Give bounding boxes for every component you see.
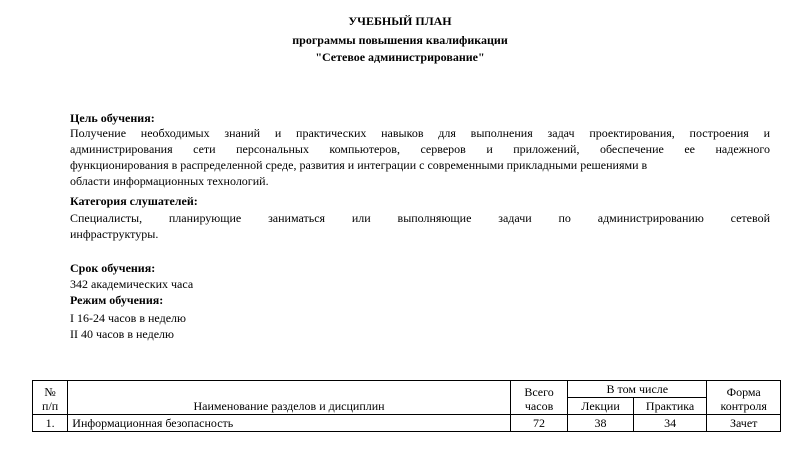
header-form [707, 381, 781, 415]
goal-line: функционирования в распределенной среде, развития и интеграции с современными прикладными решениями в [70, 158, 648, 172]
plan-title: УЧЕБНЫЙ ПЛАН [348, 14, 452, 28]
audience-line: Специалисты, планирующие заниматься или выполняющие задачи по администрированию сетевой [70, 211, 770, 225]
goal-line: Получение необходимых знаний и практических навыков для выполнения задач проектирования, построения и [70, 126, 770, 140]
header-total-label: Всего [524, 385, 554, 399]
row-lectures: 38 [568, 415, 634, 432]
header-form-label: Форма [726, 385, 761, 399]
header-group: В том числе [568, 381, 707, 398]
table-row [33, 415, 781, 432]
mode-option: I 16-24 часов в неделю [70, 311, 186, 325]
duration-heading: Срок обучения: [70, 261, 156, 275]
row-num: 1. [33, 415, 68, 432]
header-form-sub: контроля [720, 399, 767, 413]
plan-subtitle: программы повышения квалификации [292, 33, 508, 47]
audience-heading: Категория слушателей: [70, 194, 198, 208]
header-lectures: Лекции [568, 398, 634, 415]
duration-value: 342 академических часа [70, 277, 194, 291]
header-num [33, 381, 68, 415]
mode-option: II 40 часов в неделю [70, 327, 174, 341]
header-practice: Практика [633, 398, 707, 415]
curriculum-table [32, 380, 781, 432]
row-practice: 34 [633, 415, 707, 432]
header-total-sub: часов [524, 399, 554, 413]
goal-line: области информационных технологий. [70, 174, 269, 188]
row-total: 72 [510, 415, 567, 432]
table-header-row [33, 381, 781, 398]
program-name: "Сетевое администрирование" [315, 50, 485, 64]
header-num-sub: п/п [42, 399, 59, 413]
audience-line: инфраструктуры. [70, 227, 159, 241]
mode-heading: Режим обучения: [70, 293, 164, 307]
header-num-label: № [44, 385, 56, 399]
row-name: Информационная безопасность [68, 415, 511, 432]
goal-line: администрирования сети персональных компьютеров, серверов и приложений, обеспечение ее надежного [70, 142, 770, 156]
header-name: Наименование разделов и дисциплин [68, 381, 511, 415]
header-total [510, 381, 567, 415]
goal-heading: Цель обучения: [70, 111, 155, 125]
row-form: Зачет [707, 415, 781, 432]
